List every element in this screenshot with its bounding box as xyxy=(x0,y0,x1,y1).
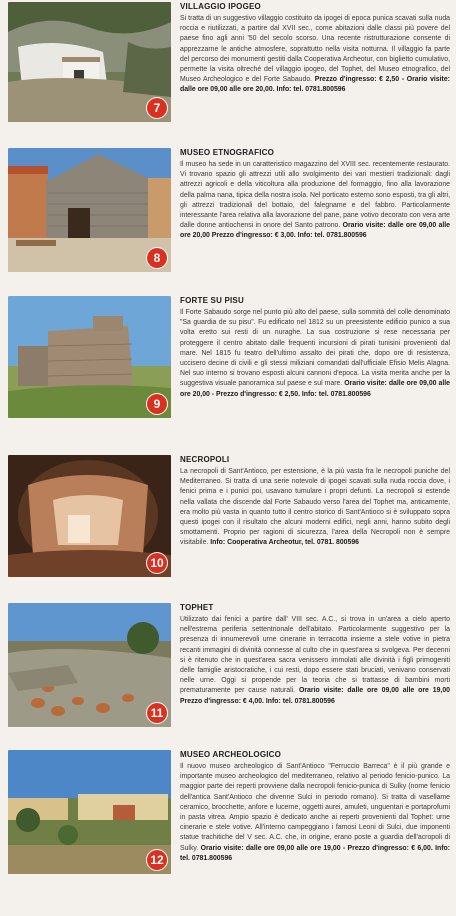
entry-info: Orario visite: dalle ore 09,00 alle ore 20,00 - Prezzo d'ingresso: € 2,50. Info: tel. 0781.800596 xyxy=(180,380,450,398)
photo-museo-archeologico xyxy=(8,750,171,874)
photo-museo-etnografico xyxy=(8,148,171,272)
entry-text-block xyxy=(180,148,450,242)
entry-body xyxy=(180,615,450,707)
entry-title: TOPHET xyxy=(180,603,214,612)
entry-body xyxy=(180,308,450,400)
entry-info: Info: Cooperativa Archeotur, tel. 0781. 800596 xyxy=(210,539,359,547)
entry-description: La necropoli di Sant'Antioco, per estensione, è la più vasta fra le necropoli puniche del Mediterraneo. Si tratta di una serie notevole di ipogei scavati sulla nuda roccia dove, i fenici prima e i punici poi, usavano tumulare i propri defunti. La necropoli si estende nella vallata che discende dal Forte Sabaudo verso l'area del Tophet ma, anticamente, era molto più vasta in quanto tutto il centro storico di Sant'Antioco si è sviluppato sopra questi ipogei con il risultato che alcuni moderni edifici, negli anni, hanno subito degli smottamenti. Proprio per ragioni di sicurezza, l'area della Necropoli non è sempre visitabile. xyxy=(180,468,450,547)
entry-description: Utilizzato dai fenici a partire dall' VIII sec. A.C., si trova in un'area a cielo aperto nell'estrema periferia settentrionale dell'abitato. Particolarmente suggestivo per la presenza di innumerevoli urne cinerarie in terracotta insieme a stele votive in pietra recanti immagini di divinità connesse al culto che in quest'area si svolgeva. Per decenni si è ritenuto che in quest'area sacra venissero immolati alle divinità i figli primogeniti delle famiglie aristocratiche, i cui resti, dopo essere stati bruciati, venivano conservati nelle urne. Oggi si propende per la teoria che si trattasse di bambini morti prematuramente per cause naturali. xyxy=(180,616,450,695)
photo-villaggio-ipogeo xyxy=(8,2,171,122)
entry-text-block xyxy=(180,750,450,864)
entry-info: Orario visite: dalle ore 09,00 alle ore 20,00 Prezzo d'ingresso: € 3,00. Info: tel. 0781.800596 xyxy=(180,222,450,240)
photo-forte-su-pisu xyxy=(8,296,171,418)
entry-body xyxy=(180,467,450,549)
badge-number: 10 xyxy=(147,553,167,573)
entry-description: Il Forte Sabaudo sorge nel punto più alto del paese, sulla sommità del colle denominato "Sa guardia de su pisu". Fu edificato nel 1812 su un preesistente edificio punico a sua volta eretto sui resti di un nuraghe. La sua costruzione si rese necessaria per proteggere il centro abitato dalle frequenti incursioni di pirati tunisini provenienti dal mare. Nel 1815 fu teatro dell'ultimo assalto dei pirati che, dopo ore di resistenza, uccisero decine di civili e gli stessi miliziani comandati dall'ufficiale Efisio Melis Alagna. Nel suo interno si trovano esposti alcuni cannoni d'epoca. La visita merita anche per la suggestiva visuale panoramica sul paese e sul mare. xyxy=(180,309,450,388)
entry-title: VILLAGGIO IPOGEO xyxy=(180,2,261,11)
entry-body xyxy=(180,160,450,242)
entry-body xyxy=(180,762,450,864)
badge-number: 11 xyxy=(147,703,167,723)
photo-necropoli xyxy=(8,455,171,577)
entry-text-block xyxy=(180,455,450,549)
entry-title: MUSEO ARCHEOLOGICO xyxy=(180,750,282,759)
entry-body xyxy=(180,14,450,96)
entry-title: FORTE SU PISU xyxy=(180,296,244,305)
entry-text-block xyxy=(180,2,450,96)
entry-description: Il nuovo museo archeologico di Sant'Antioco "Ferruccio Barreca" è il più grande e importante museo archeologico del mediterraneo, relativo al periodo fenicio-punico. La maggior parte dei reperti provviene dalla necropoli fenicio-punica di Sulky (nome fenicio dell'antica Sant'Antioco che divenne Sulci in periodo romano). Si tratta di vasellame ceramico, brocchette, anfore e lucerne, oggetti aurei, amuleti, unguentari e portaprofumi in pasta vitrea. Ampio spazio è dedicato anche ai reperti provenienti dal Tophet: urne cinerarie e stele votive. All'interno campeggiano i famosi Leoni di Sulci, due imponenti statue trachitiche del V sec. A.C. che, in origine, erano poste a guardia dell'acropoli di Sulky. xyxy=(180,763,450,852)
entry-info: Orario visite: dalle ore 09,00 alle ore 19,00 Prezzo d'ingresso: € 4,00. Info: tel. 0781.800596 xyxy=(180,687,450,705)
badge-number: 7 xyxy=(147,98,167,118)
badge-number: 8 xyxy=(147,248,167,268)
entry-description: Il museo ha sede in un caratteristico magazzino del XVIII sec. recentemente restaurato. Vi trovano spazio gli attrezzi utili allo svolgimento dei vari mestieri tradizionali: dagli attrezzi agricoli e della viticoltura alla produzione del formaggio, fino alla lavorazione della palma nana, tipica della nostra isola. Nel porticato esterno sono esposti, tra gli altri, gli attrezzi tradizionali del bottaio, del falegname e del fabbro. Particolarmente interessante l'area relativa alla lavorazione del pane, pane votivo decorato con vera arte dalle donne antiochensi in onore del Santo patrono. xyxy=(180,161,450,230)
entry-info: Prezzo d'ingresso: € 2,50 - Orario visite: dalle ore 09,00 alle ore 20,00. Info: tel. 0781.800596 xyxy=(180,76,450,94)
entry-title: NECROPOLI xyxy=(180,455,230,464)
entry-description: Si tratta di un suggestivo villaggio costituito da ipogei di epoca punica scavati sulla nuda roccia e riutilizzati, a partire dal XVII sec., come abitazioni dalle classi più povere del paese fino agli anni '50 del secolo scorso. Una recente ristrutturazione consente di apprezzarne le antiche atmosfere, soprattutto nella visita notturna. Il villaggio fa parte del percorso dei monumenti gestiti dalla Cooperativa Archeotur, con biglietto cumulativo, permette la visita oltreché del villaggio ipogeo, del Tophet, del Museo etnografico, del Museo Archeologico e del Forte Sabaudo. xyxy=(180,15,450,84)
badge-number: 9 xyxy=(147,394,167,414)
badge-number: 12 xyxy=(147,850,167,870)
photo-tophet xyxy=(8,603,171,727)
entry-text-block xyxy=(180,603,450,707)
entry-info: Orario visite: dalle ore 09,00 alle ore 19,00 - Prezzo d'ingresso: € 6,00. Info: tel. 0781.800596 xyxy=(180,844,450,862)
entry-title: MUSEO ETNOGRAFICO xyxy=(180,148,275,157)
entry-text-block xyxy=(180,296,450,400)
